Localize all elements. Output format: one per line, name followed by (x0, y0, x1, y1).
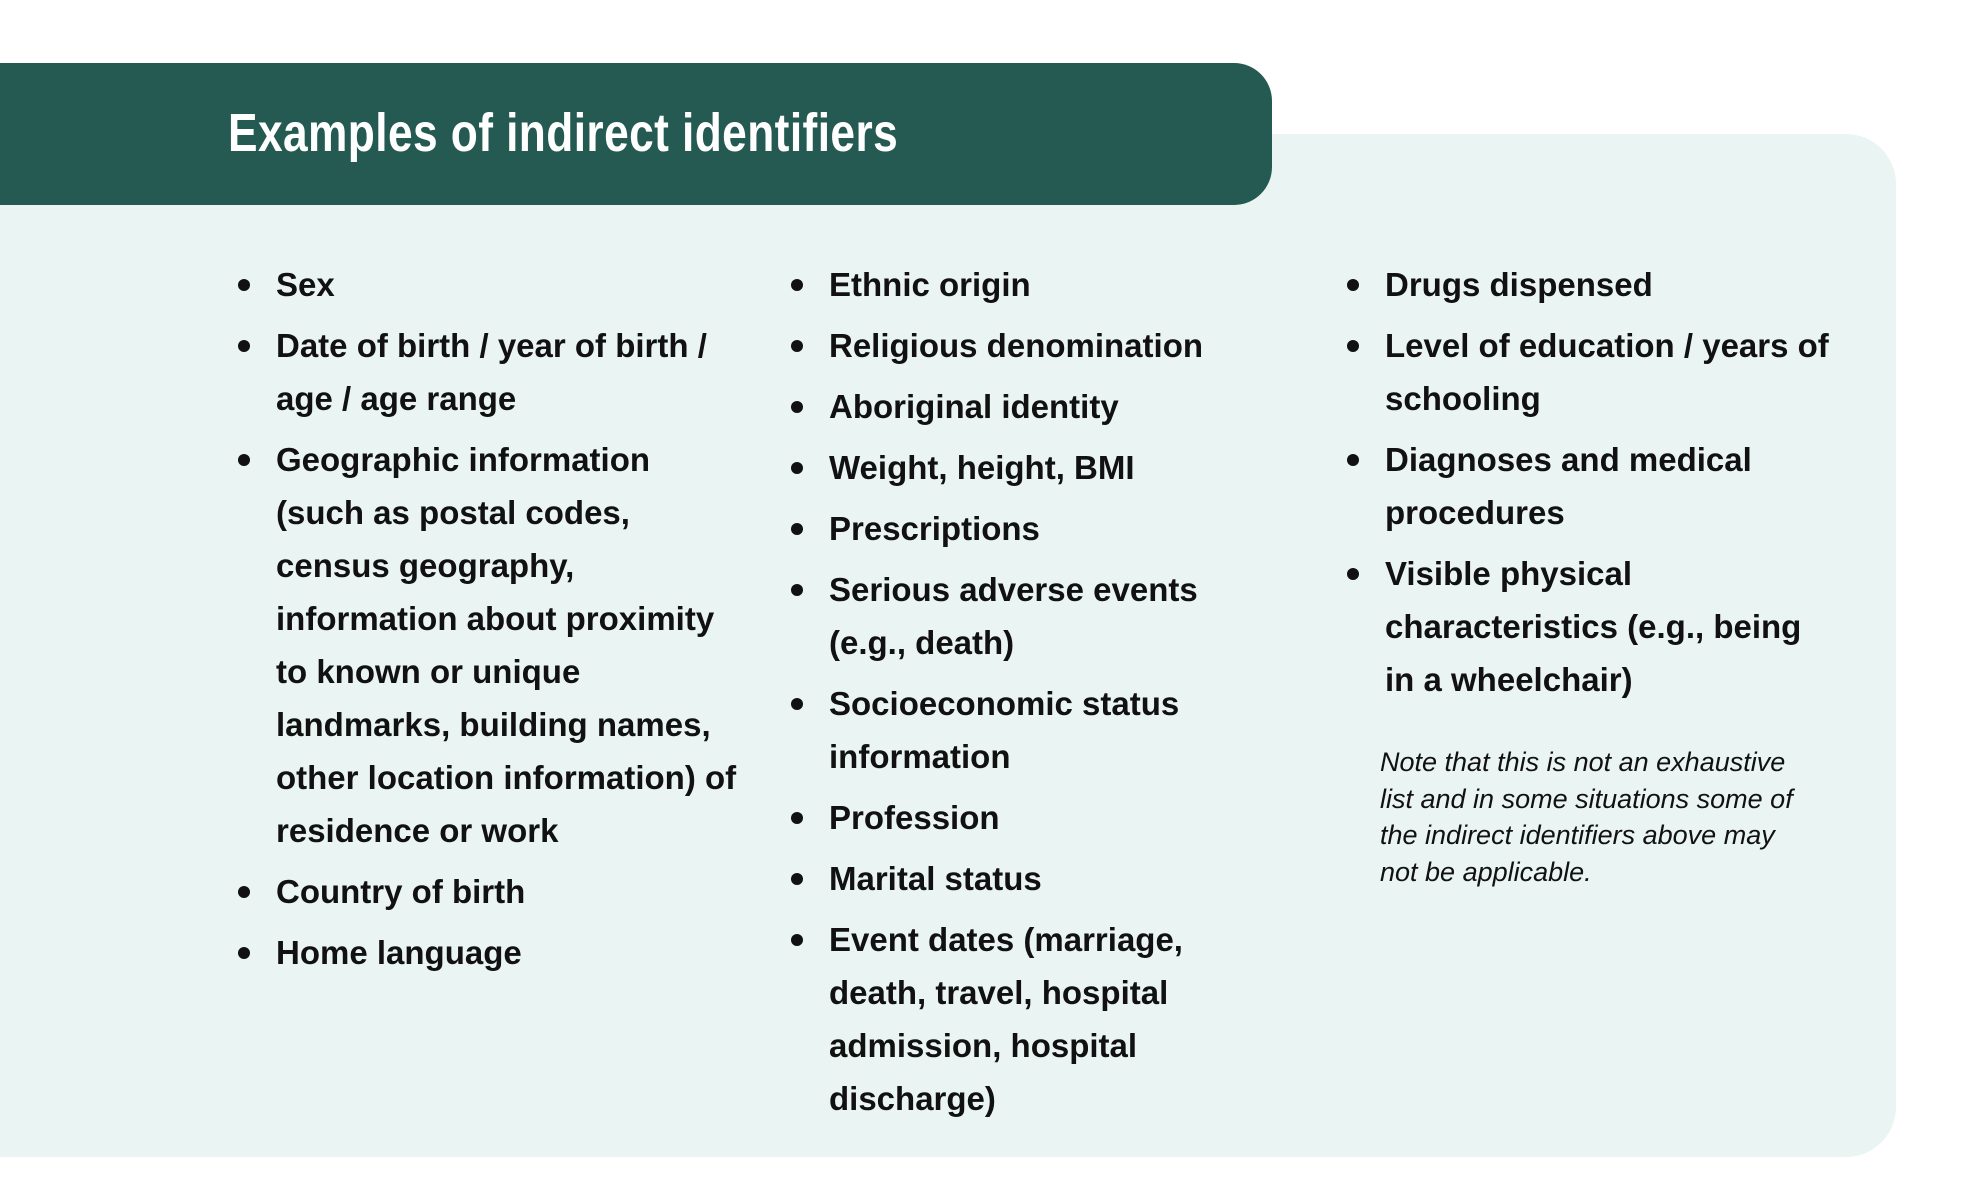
list-item-text: Date of birth / year of birth / age / age range (276, 327, 707, 417)
identifier-list-column-1 (238, 258, 738, 987)
list-item-text: Home language (276, 934, 522, 971)
list-item-text: Profession (829, 799, 1000, 836)
list-item (791, 563, 1281, 669)
identifier-list-column-2 (791, 258, 1281, 1133)
list-item-text: Religious denomination (829, 327, 1204, 364)
list-item-text: Country of birth (276, 873, 526, 910)
identifier-list-column-3 (1347, 258, 1837, 714)
list-item (1347, 258, 1837, 311)
list-item (238, 319, 738, 425)
list-item-text: Weight, height, BMI (829, 449, 1135, 486)
list-item (791, 852, 1281, 905)
list-item (238, 433, 738, 857)
bullet-icon (791, 401, 803, 413)
bullet-icon (791, 698, 803, 710)
list-item-text: Marital status (829, 860, 1042, 897)
header-banner (0, 63, 1272, 205)
bullet-icon (1347, 568, 1359, 580)
list-item (791, 441, 1281, 494)
list-item-text: Drugs dispensed (1385, 266, 1653, 303)
list-item-text: Event dates (marriage, death, travel, hospital admission, hospital discharge) (829, 921, 1183, 1117)
list-item (791, 677, 1281, 783)
bullet-icon (1347, 279, 1359, 291)
bullet-icon (238, 886, 250, 898)
list-item (791, 319, 1281, 372)
bullet-icon (238, 947, 250, 959)
bullet-icon (791, 873, 803, 885)
note-text: Note that this is not an exhaustive list and in some situations some of the indirect identifiers above may not be applicable. (1380, 747, 1793, 887)
list-item-text: Sex (276, 266, 335, 303)
list-item (791, 913, 1281, 1125)
list-item (791, 502, 1281, 555)
bullet-icon (791, 934, 803, 946)
list-item (238, 926, 738, 979)
bullet-icon (791, 523, 803, 535)
list-item (238, 865, 738, 918)
bullet-icon (238, 340, 250, 352)
list-item (1347, 433, 1837, 539)
list-item (791, 258, 1281, 311)
list-item-text: Ethnic origin (829, 266, 1031, 303)
list-item-text: Diagnoses and medical procedures (1385, 441, 1752, 531)
bullet-icon (791, 812, 803, 824)
list-item-text: Visible physical characteristics (e.g., being in a wheelchair) (1385, 555, 1802, 698)
bullet-icon (791, 340, 803, 352)
bullet-icon (791, 584, 803, 596)
list-item-text: Geographic information (such as postal codes, census geography, information about proximity to known or unique landmarks, building names, other location information) of residence or work (276, 441, 737, 849)
list-item-text: Level of education / years of schooling (1385, 327, 1829, 417)
list-item (238, 258, 738, 311)
bullet-icon (238, 279, 250, 291)
bullet-icon (238, 454, 250, 466)
list-item (791, 380, 1281, 433)
bullet-icon (791, 279, 803, 291)
list-item-text: Prescriptions (829, 510, 1040, 547)
list-item (791, 791, 1281, 844)
bullet-icon (1347, 454, 1359, 466)
bullet-icon (1347, 340, 1359, 352)
list-item-text: Serious adverse events (e.g., death) (829, 571, 1198, 661)
list-item-text: Aboriginal identity (829, 388, 1119, 425)
list-item (1347, 547, 1837, 706)
list-item (1347, 319, 1837, 425)
page-title: Examples of indirect identifiers (228, 103, 899, 163)
bullet-icon (791, 462, 803, 474)
list-item-text: Socioeconomic status information (829, 685, 1180, 775)
